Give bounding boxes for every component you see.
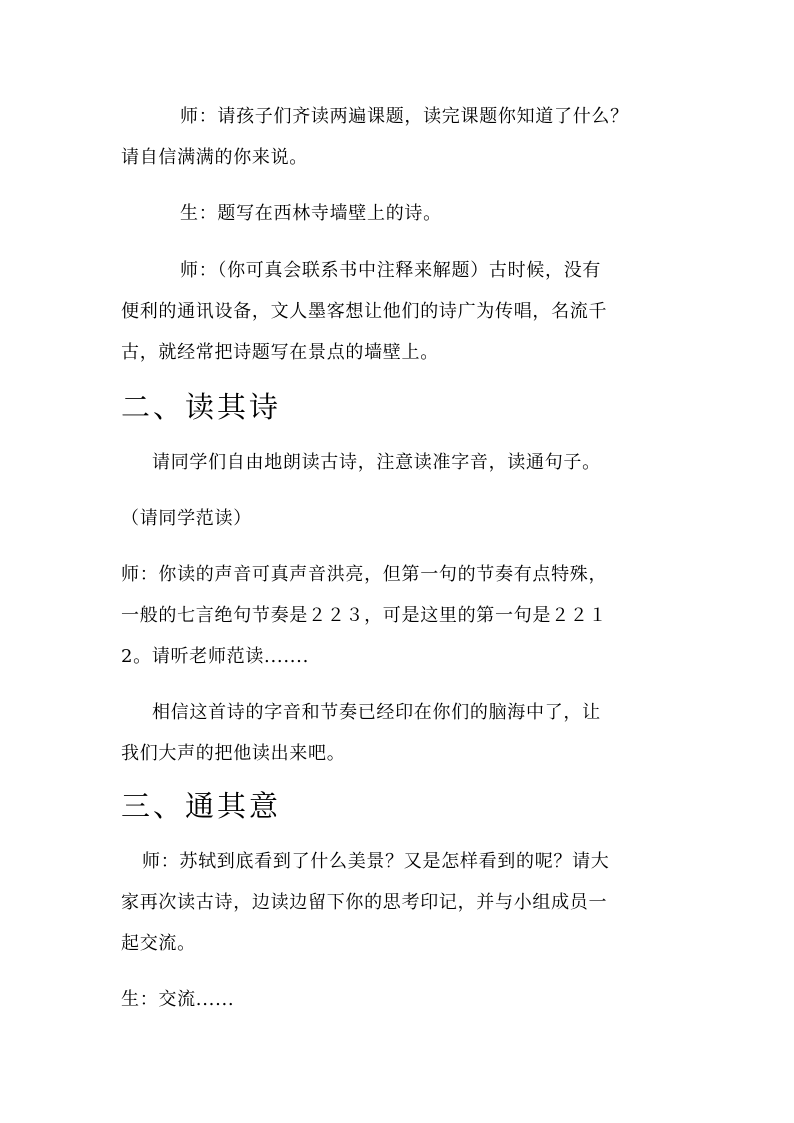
paragraph-line: 便利的通讯设备，文人墨客想让他们的诗广为传唱，名流千 [121, 301, 608, 322]
section-heading-read-poem: 二、读其诗 [121, 390, 282, 424]
paragraph-line: 师：（你可真会联系书中注释来解题）古时候，没有 [180, 260, 602, 281]
paragraph-line: 起交流。 [121, 933, 196, 954]
paragraph-line: （请同学范读） [121, 508, 252, 529]
paragraph-line: 生：题写在西林寺墙壁上的诗。 [180, 203, 442, 224]
paragraph-line: 师：你读的声音可真声音洪亮，但第一句的节奏有点特殊， [121, 564, 608, 585]
paragraph-line: 师：苏轼到底看到了什么美景？又是怎样看到的呢？请大 [142, 851, 610, 872]
paragraph-line: 一般的七言绝句节奏是２２３，可是这里的第一句是２２１ [121, 605, 608, 626]
paragraph-line: 古，就经常把诗题写在景点的墙壁上。 [121, 342, 439, 363]
paragraph-line: 生：交流...... [121, 989, 235, 1010]
paragraph-line: 相信这首诗的字音和节奏已经印在你们的脑海中了，让 [152, 702, 601, 723]
paragraph-line: 师：请孩子们齐读两遍课题，读完课题你知道了什么？ [180, 106, 629, 127]
paragraph-line: 请自信满满的你来说。 [121, 147, 308, 168]
paragraph-line: 我们大声的把他读出来吧。 [121, 743, 346, 764]
section-heading-understand-meaning: 三、通其意 [121, 789, 282, 823]
paragraph-line: 2。请听老师范读....... [121, 646, 310, 667]
paragraph-line: 请同学们自由地朗读古诗，注意读准字音，读通句子。 [152, 452, 601, 473]
paragraph-line: 家再次读古诗，边读边留下你的思考印记，并与小组成员一 [121, 892, 608, 913]
